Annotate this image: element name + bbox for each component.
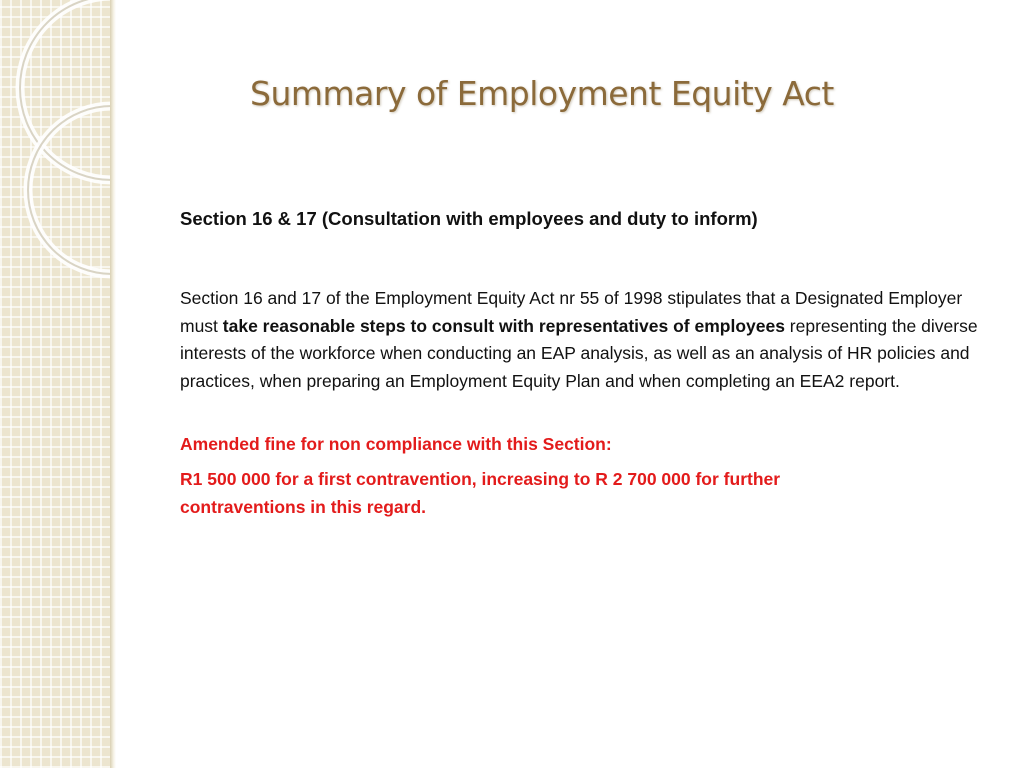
sidebar-edge: [110, 0, 116, 768]
slide-title: Summary of Employment Equity Act: [250, 74, 834, 113]
fine-heading: Amended fine for non compliance with this Section:: [180, 434, 612, 454]
paragraph-bold-phrase: take reasonable steps to consult with representatives of employees: [222, 315, 785, 336]
decorative-sidebar: [0, 0, 112, 768]
decorative-circles: [0, 0, 112, 768]
body-paragraph: [180, 285, 1000, 395]
paragraph-text-start: Section 16 and 17 of the Employment Equity Act nr 55 of 1998 stipulates that a Designated Employer must: [180, 288, 963, 336]
fine-text: R1 500 000 for a first contravention, increasing to R 2 700 000 for further contraventions in this regard.: [180, 469, 781, 517]
slide-content: [180, 205, 1000, 521]
paragraph-text-end: representing the diverse interests of the workforce when conducting an EAP analysis, as well as an analysis of HR policies and practices, when preparing an Employment Equity Plan and when completing an EEA2 report.: [180, 315, 978, 391]
section-heading: Section 16 & 17 (Consultation with employees and duty to inform): [180, 208, 758, 229]
